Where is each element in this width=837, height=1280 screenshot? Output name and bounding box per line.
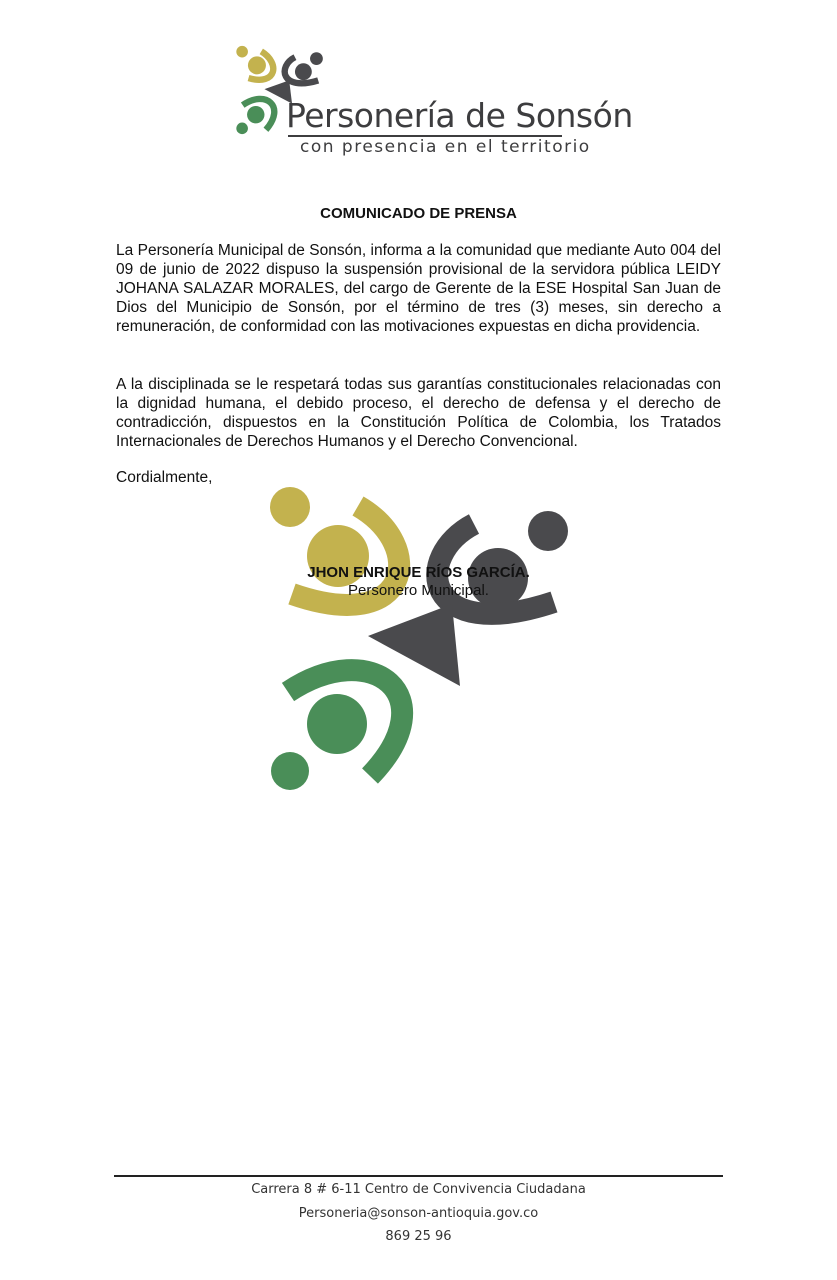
watermark-logo-icon [262,486,572,792]
body-paragraph-1: La Personería Municipal de Sonsón, informa a la comunidad que mediante Auto 004 del 09 de junio de 2022 dispuso la suspensión provisional de la servidora pública LEIDY JOHANA SALAZAR MORALES, del cargo de Gerente de la ESE Hospital San Juan de Dios del Municipio de Sonsón, por el término de tres (3) meses, sin derecho a remuneración, de conformidad con las motivaciones expuestas en dicha providencia. [116,242,721,335]
org-name: Personería de Sonsón [286,96,633,135]
body-paragraph-2: A la disciplinada se le respetará todas sus garantías constitucionales relacionadas con la dignidad humana, el debido proceso, el derecho de defensa y el derecho de contradicción, dispuestos en la Constitución Política de Colombia, los Tratados Internacionales de Derechos Humanos y el Derecho Convencional. [116,376,721,450]
closing: Cordialmente, [116,469,213,486]
header-logo [234,44,633,162]
signer-name: JHON ENRIQUE RÍOS GARCÍA. [307,564,530,581]
footer-address: Carrera 8 # 6-11 Centro de Convivencia Ciudadana [251,1182,586,1197]
footer-divider [114,1175,723,1177]
footer-email: Personeria@sonson-antioquia.gov.co [298,1206,539,1221]
document-title: COMUNICADO DE PRENSA [320,205,517,222]
footer-phone: 869 25 96 [385,1229,452,1244]
org-tagline: con presencia en el territorio [300,137,591,157]
signer-role: Personero Municipal. [348,582,489,599]
